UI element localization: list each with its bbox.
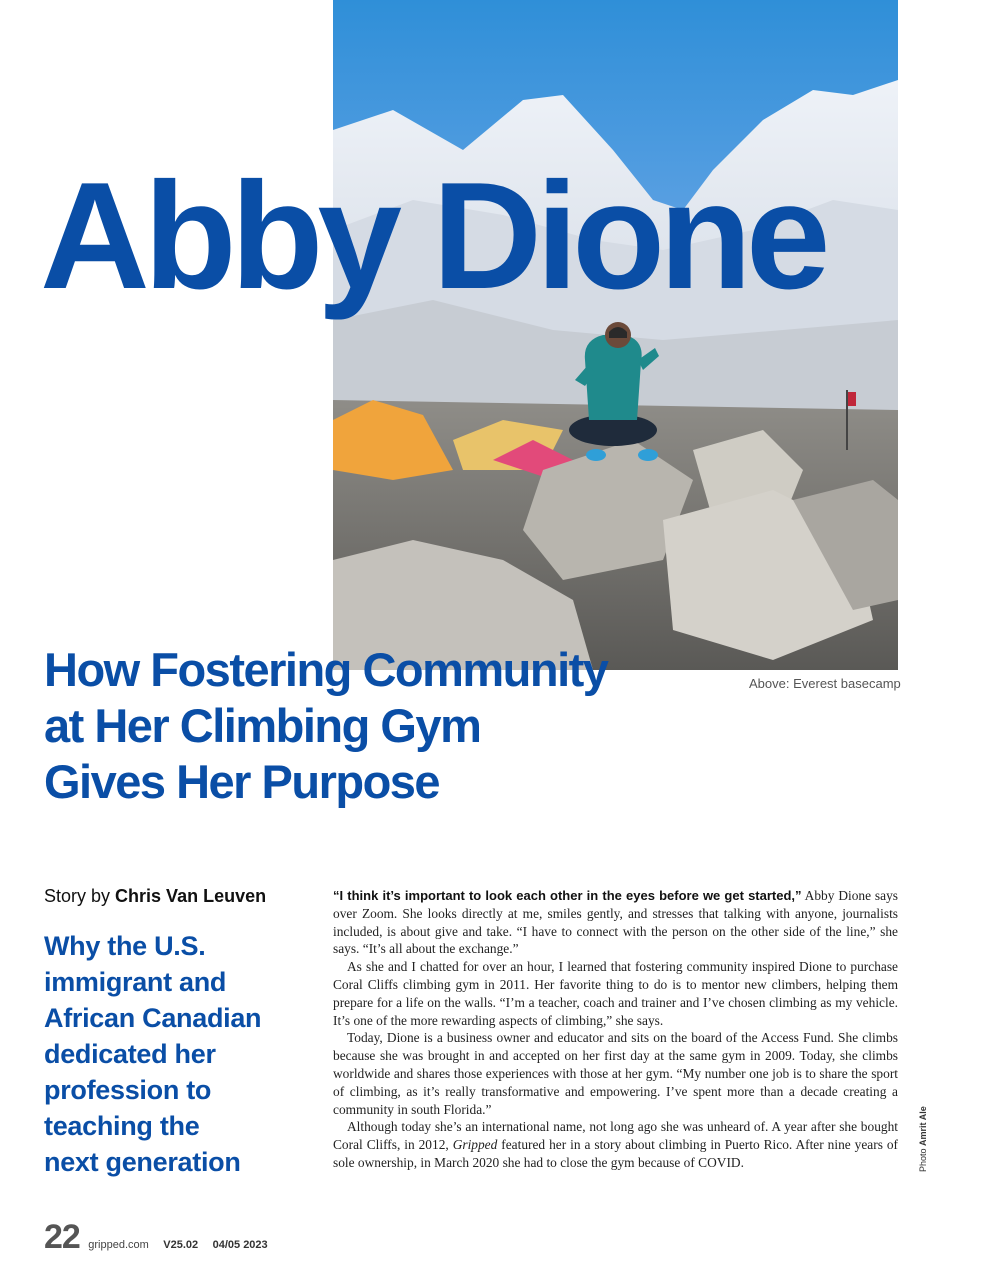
site-url: gripped.com [88, 1239, 149, 1251]
deck-line: profession to [44, 1075, 212, 1105]
deck-line: next generation [44, 1147, 241, 1177]
credit-name: Amrit Ale [918, 1106, 928, 1146]
hero-photo [333, 0, 898, 670]
deck-line: Why the U.S. [44, 931, 206, 961]
paragraph-text: Although today she’s an international name, not long ago she was unheard of. A year after she bought Coral Cliffs, in 2012, [333, 1119, 898, 1153]
article-subtitle [44, 642, 607, 810]
author-name: Chris Van Leuven [115, 886, 267, 906]
credit-prefix: Photo [918, 1148, 928, 1172]
body-paragraph: Today, Dione is a business owner and educator and sits on the board of the Access Fund. She climbs because she was brought in and accepted on her first day at the same gym in 2009. Today, she climbs worldwide and shares those experiences with those at her gym. “My number one job is to share the sport of climbing, as it’s really transformative and empowering. I’ve spent more than a decade creating a community in south Florida.” [333, 1030, 898, 1117]
lead-quote: “I think it’s important to look each other in the eyes before we get started,” [333, 888, 802, 903]
body-paragraph: As she and I chatted for over an hour, I learned that fostering community inspired Dione to purchase Coral Cliffs climbing gym in 2011. Her favorite thing to do is to mentor new climbers, helping them prepare for a life on the walls. “I’m a teacher, coach and trainer and I’ve chosen climbing as my vehicle. It’s one of the more rewarding aspects of climbing,” she says. [333, 959, 898, 1028]
paragraph-text: featured her in a story about climbing in Puerto Rico. After nine years of sole ownership, in March 2020 she had to close the gym because of COVID. [333, 1137, 898, 1170]
byline-prefix: Story by [44, 886, 111, 906]
page-number: 22 [44, 1218, 80, 1256]
body-paragraph [333, 887, 898, 958]
page-footer [44, 1218, 268, 1257]
deck-line: dedicated her [44, 1039, 216, 1069]
byline [44, 886, 266, 907]
deck-line: immigrant and [44, 967, 227, 997]
article-title: Abby Dione [40, 151, 825, 321]
subtitle-line: How Fostering Community [44, 643, 608, 696]
subtitle-line: at Her Climbing Gym [44, 699, 481, 752]
issue-volume: V25.02 [163, 1239, 199, 1251]
deck-line: African Canadian [44, 1003, 262, 1033]
subtitle-line: Gives Her Purpose [44, 755, 440, 808]
body-paragraph [333, 1118, 898, 1171]
article-deck [44, 928, 294, 1180]
paragraph-text: Abby Dione says over Zoom. She looks directly at me, smiles gently, and stresses that talking with anyone, journalists included, is about give and take. “I have to connect with the person on the other side of the line,” she says. “It’s all about the exchange.” [333, 888, 898, 957]
deck-line: teaching the [44, 1111, 200, 1141]
article-body [333, 887, 898, 1172]
issue-date: 04/05 2023 [212, 1239, 268, 1251]
photo-caption: Above: Everest basecamp [749, 676, 901, 691]
photo-credit [918, 1106, 928, 1172]
publication-name: Gripped [452, 1137, 498, 1153]
